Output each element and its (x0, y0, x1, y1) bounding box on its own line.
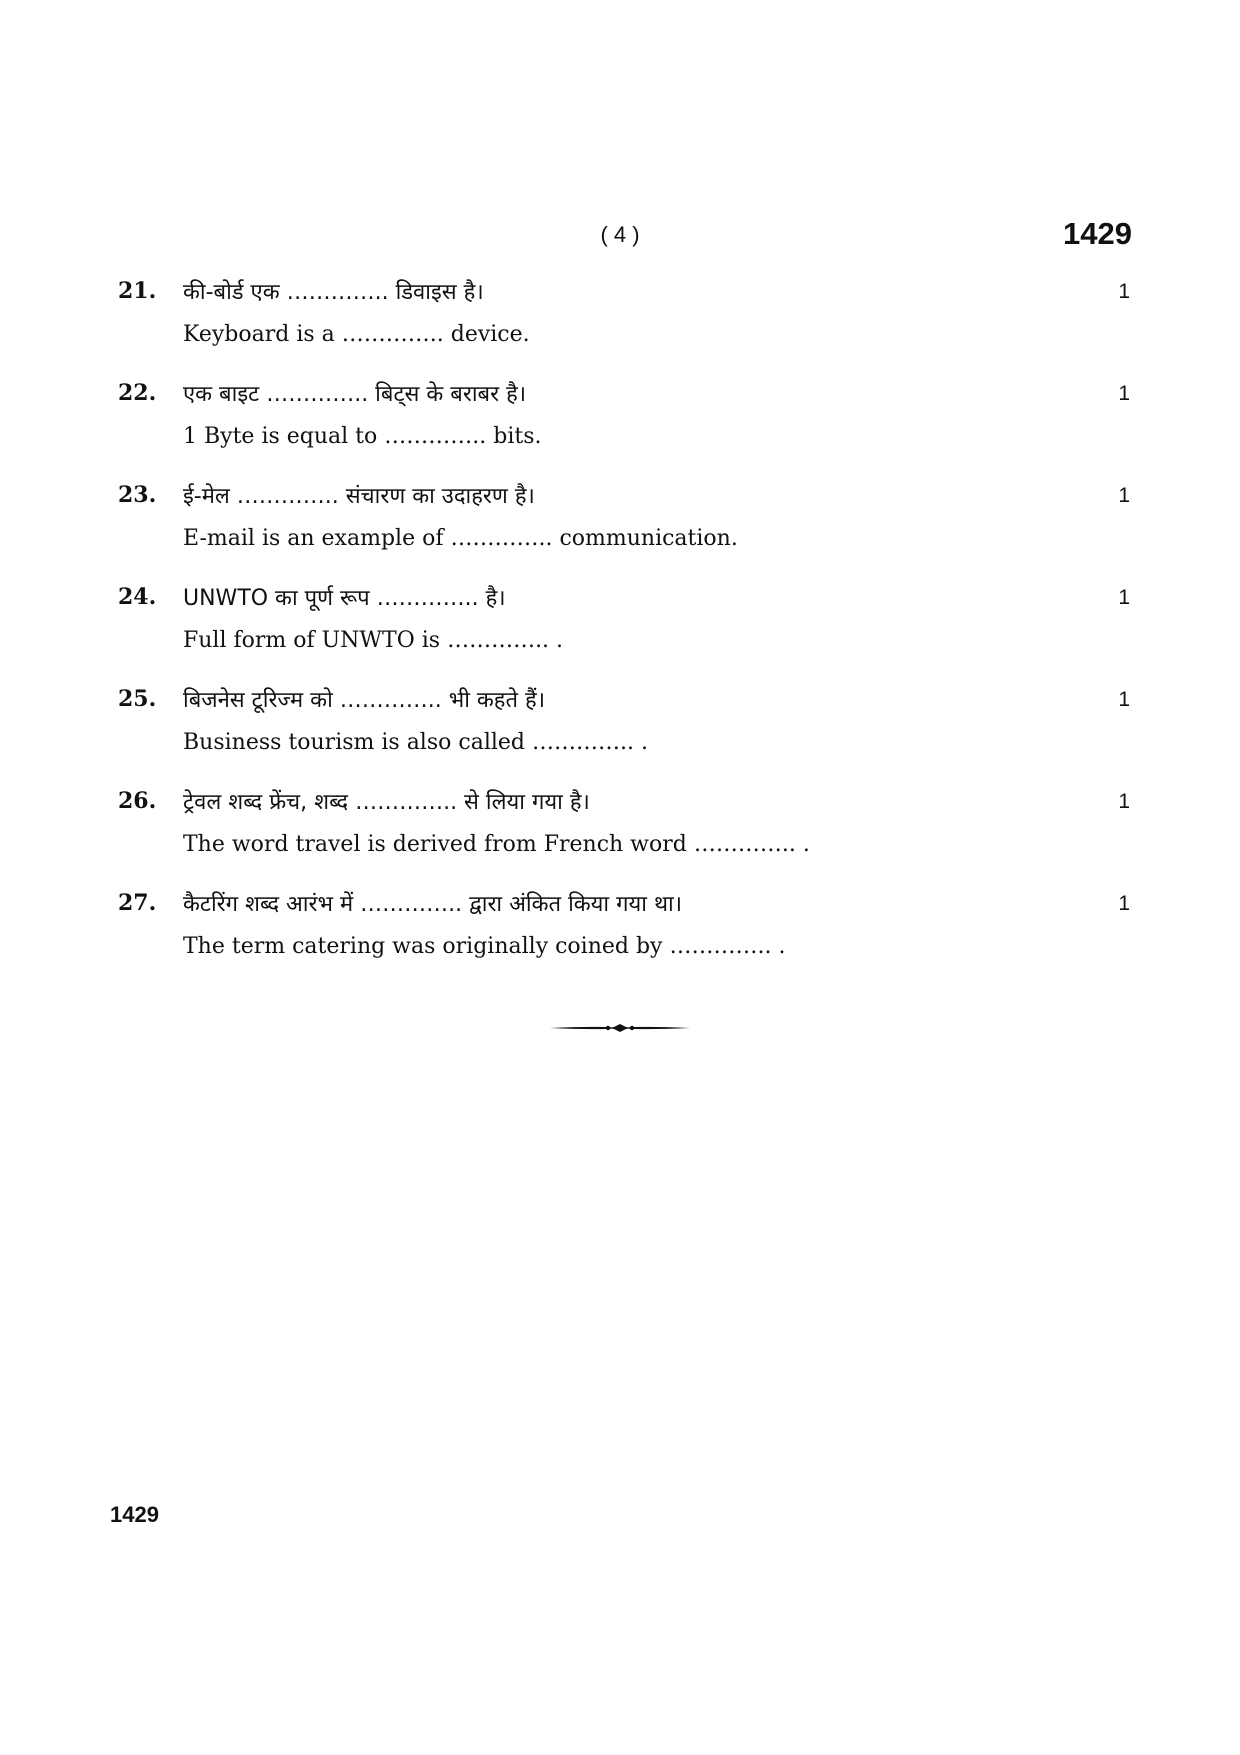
question-marks: 1 (1118, 280, 1130, 303)
question-number: 23. (118, 482, 157, 508)
paper-code-top: 1429 (1063, 216, 1132, 251)
question-26 (0, 780, 1240, 882)
question-text-english: Full form of UNWTO is ………….. . (183, 628, 564, 653)
question-text-english: 1 Byte is equal to ………….. bits. (183, 424, 542, 449)
question-number: 25. (118, 686, 157, 712)
question-text-hindi: एक बाइट ………….. बिट्स के बराबर है। (183, 382, 527, 407)
question-text-hindi: ई-मेल ………….. संचारण का उदाहरण है। (183, 484, 535, 509)
question-number: 21. (118, 278, 157, 304)
question-27 (0, 882, 1240, 984)
question-25 (0, 678, 1240, 780)
question-text-english: E-mail is an example of ………….. communication. (183, 526, 738, 551)
page-number: ( 4 ) (600, 222, 640, 247)
end-ornament-icon (548, 1020, 692, 1036)
question-marks: 1 (1118, 892, 1130, 915)
question-number: 24. (118, 584, 157, 610)
question-text-hindi: बिजनेस टूरिज्म को ………….. भी कहते हैं। (183, 688, 546, 713)
question-24 (0, 576, 1240, 678)
question-text-hindi: ट्रेवल शब्द फ्रेंच, शब्द ………….. से लिया गया है। (183, 790, 590, 815)
question-number: 26. (118, 788, 157, 814)
question-text-english: The term catering was originally coined by ………….. . (183, 934, 786, 959)
paper-code-bottom: 1429 (110, 1502, 159, 1527)
question-marks: 1 (1118, 586, 1130, 609)
question-marks: 1 (1118, 382, 1130, 405)
question-22 (0, 372, 1240, 474)
question-text-hindi: की-बोर्ड एक ………….. डिवाइस है। (183, 280, 484, 305)
question-21 (0, 270, 1240, 372)
question-text-hindi: कैटरिंग शब्द आरंभ में ………….. द्वारा अंकित किया गया था। (183, 892, 683, 917)
question-list (0, 270, 1240, 984)
question-text-english: Business tourism is also called ………….. . (183, 730, 648, 755)
question-marks: 1 (1118, 790, 1130, 813)
question-marks: 1 (1118, 688, 1130, 711)
question-23 (0, 474, 1240, 576)
question-text-english: The word travel is derived from French word ………….. . (183, 832, 810, 857)
question-number: 27. (118, 890, 157, 916)
question-text-hindi: UNWTO का पूर्ण रूप ………….. है। (183, 586, 506, 611)
question-number: 22. (118, 380, 157, 406)
question-text-english: Keyboard is a ………….. device. (183, 322, 530, 347)
question-marks: 1 (1118, 484, 1130, 507)
